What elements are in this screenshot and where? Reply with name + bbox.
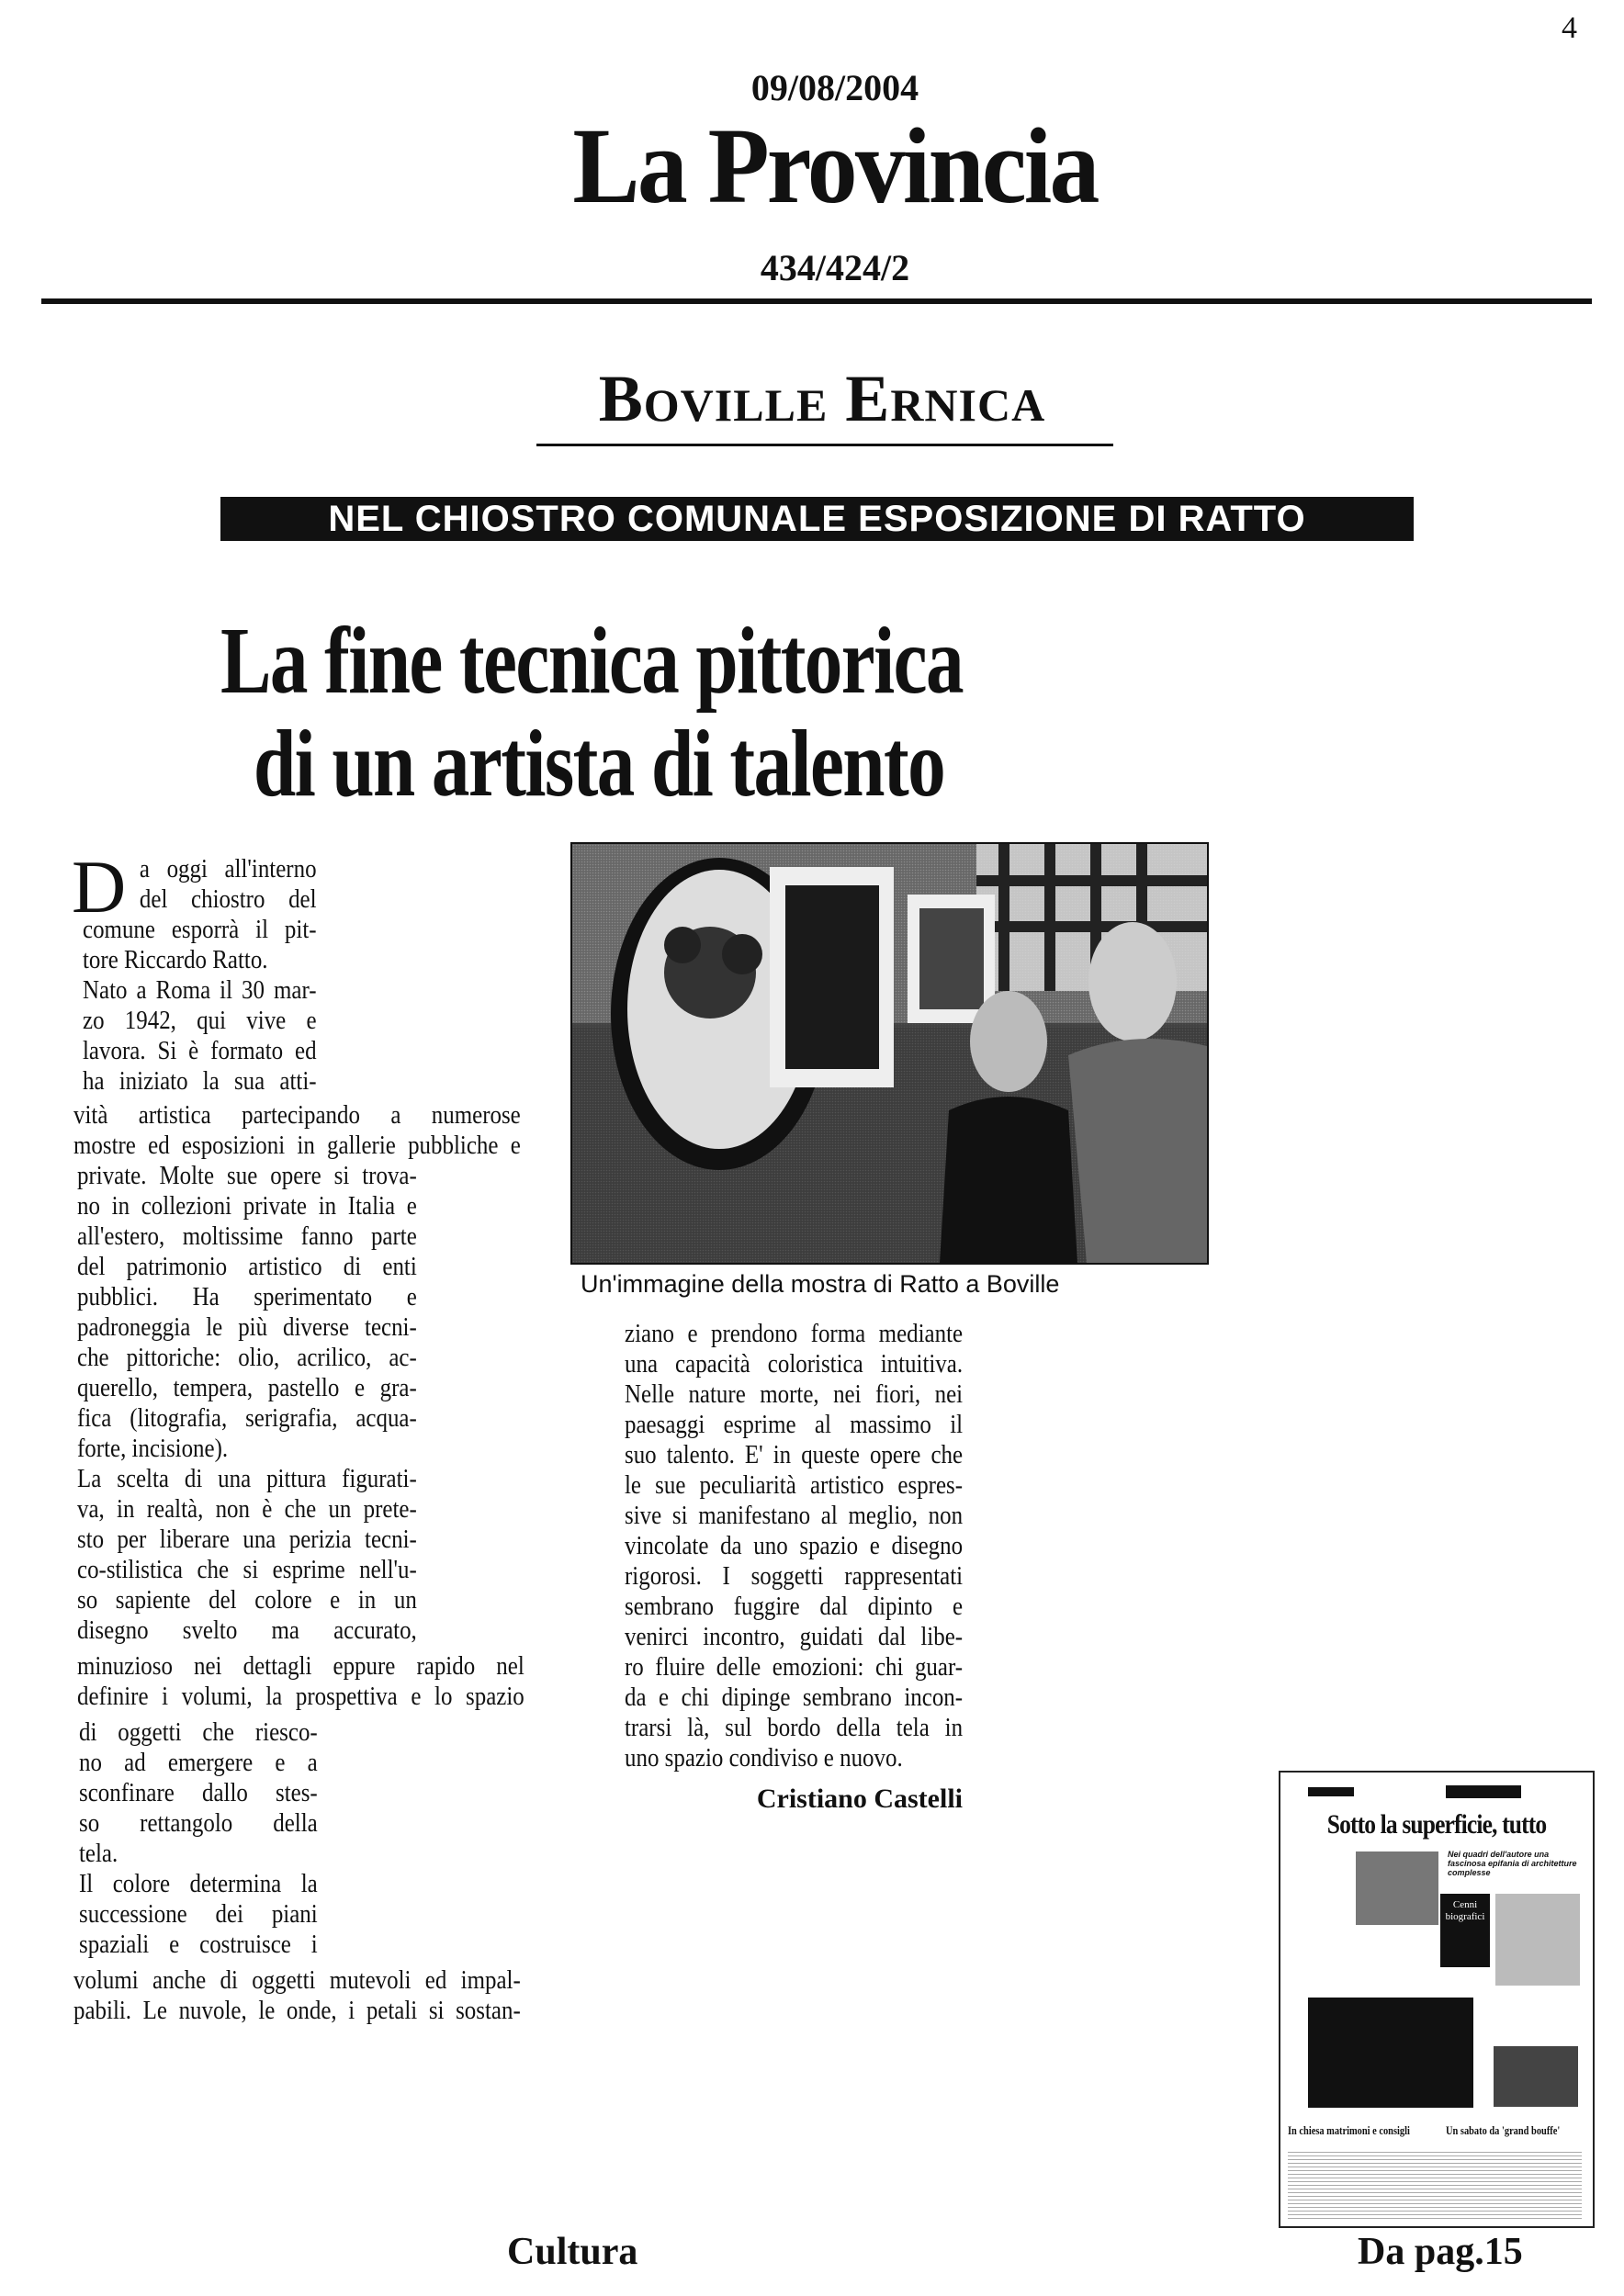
- thumb-date-bar: [1308, 1787, 1354, 1796]
- publication-date: 09/08/2004: [750, 67, 919, 108]
- article-text-line: suo talento. E' in queste opere che: [625, 1440, 964, 1469]
- article-text-line: vincolate da uno spazio e disegno: [625, 1531, 964, 1560]
- headline-line-1: La fine tecnica pittorica: [220, 608, 963, 714]
- article-column-narrow-2: [79, 1717, 318, 1960]
- author-byline: Cristiano Castelli: [756, 1784, 963, 1814]
- headline-line-2: di un artista di talento: [254, 711, 945, 816]
- header-divider: [41, 298, 1592, 304]
- article-text-line: ziano e prendono forma mediante: [625, 1319, 964, 1348]
- article-text-line: private. Molte sue opere si trova-: [77, 1161, 417, 1190]
- thumb-image-2: [1495, 1894, 1580, 1986]
- article-text-line: so rettangolo della: [79, 1808, 318, 1838]
- article-text-line: no ad emergere e a: [79, 1748, 318, 1777]
- article-text-line: venirci incontro, guidati dal libe-: [625, 1622, 964, 1651]
- article-text-line: forte, incisione).: [77, 1434, 229, 1463]
- section-title: Boville Ernica: [598, 362, 1046, 435]
- kicker-banner: NEL CHIOSTRO COMUNALE ESPOSIZIONE DI RATTO: [220, 497, 1414, 541]
- article-text-line: che pittoriche: olio, acrilico, ac-: [77, 1343, 417, 1372]
- thumb-subhead: Nei quadri dell'autore una fascinosa epifania di architetture complesse: [1448, 1850, 1577, 1877]
- article-text-line: le sue peculiarità artistico espres-: [625, 1470, 964, 1500]
- article-text-line: successione dei piani: [79, 1899, 318, 1929]
- article-text-line: Nato a Roma il 30 mar-: [83, 975, 317, 1005]
- article-text-line: rigorosi. I soggetti rappresentati: [625, 1561, 964, 1591]
- article-text-line: va, in realtà, non è che un prete-: [77, 1494, 417, 1524]
- article-text-line: definire i volumi, la prospettiva e lo spazio: [77, 1682, 524, 1711]
- article-column-wide-3: [73, 1965, 521, 2026]
- article-text-line: spaziali e costruisce i: [79, 1930, 318, 1959]
- article-text-line: uno spazio condiviso e nuovo.: [625, 1743, 903, 1773]
- newspaper-masthead: La Provincia: [572, 106, 1098, 226]
- thumb-black-block: [1308, 1998, 1473, 2108]
- page-number: 4: [1562, 11, 1577, 45]
- thumb-bottom-right-headline: Un sabato da 'grand bouffe': [1446, 2123, 1561, 2137]
- page-thumbnail: [1279, 1771, 1595, 2228]
- article-text-line: La scelta di una pittura figurati-: [77, 1464, 417, 1493]
- article-text-line: tore Riccardo Ratto.: [83, 945, 268, 974]
- article-text-line: minuzioso nei dettagli eppure rapido nel: [77, 1651, 524, 1681]
- article-text-line: sembrano fuggire dal dipinto e: [625, 1592, 964, 1621]
- thumb-text-lines: [1288, 2149, 1582, 2221]
- article-text-line: sconfinare dallo stes-: [79, 1778, 318, 1807]
- article-text-line: Nelle nature morte, nei fiori, nei: [625, 1379, 964, 1409]
- article-text-line: lavora. Si è formato ed: [83, 1036, 317, 1065]
- article-text-line: no in collezioni private in Italia e: [77, 1191, 417, 1221]
- article-text-line: vità artistica partecipando a numerose: [73, 1100, 521, 1130]
- photo-caption: Un'immagine della mostra di Ratto a Boville: [581, 1270, 1060, 1298]
- article-column-wide-1: [73, 1100, 521, 1161]
- article-column-mid: [77, 1161, 417, 1646]
- article-text-line: una capacità coloristica intuitiva.: [625, 1349, 964, 1379]
- article-column-wide-2: [77, 1651, 524, 1712]
- exhibition-photo: [570, 842, 1209, 1265]
- thumb-box-title: Cenni biografici: [1440, 1894, 1490, 1967]
- article-text-line: a oggi all'interno: [139, 854, 317, 884]
- section-underline: [536, 444, 1113, 446]
- article-text-line: sto per liberare una perizia tecni-: [77, 1525, 417, 1554]
- article-text-line: di oggetti che riesco-: [79, 1717, 318, 1747]
- article-text-line: Il colore determina la: [79, 1869, 318, 1898]
- article-text-line: disegno svelto ma accurato,: [77, 1615, 417, 1645]
- footer-page-reference: Da pag.15: [1358, 2231, 1523, 2273]
- article-text-line: da e chi dipinge sembrano incon-: [625, 1683, 964, 1712]
- footer-section-label: Cultura: [507, 2231, 638, 2273]
- article-text-line: pubblici. Ha sperimentato e: [77, 1282, 417, 1311]
- article-text-line: mostre ed esposizioni in gallerie pubbliche e: [73, 1131, 521, 1160]
- article-text-line: del patrimonio artistico di enti: [77, 1252, 417, 1281]
- article-text-line: co-stilistica che si esprime nell'u-: [77, 1555, 417, 1584]
- article-text-line: sive si manifestano al meglio, non: [625, 1501, 964, 1530]
- article-text-line: ro fluire delle emozioni: chi guar-: [625, 1652, 964, 1682]
- clipping-code: 434/424/2: [760, 247, 910, 288]
- article-text-line: all'estero, moltissime fanno parte: [77, 1221, 417, 1251]
- thumb-black-bar: [1446, 1785, 1521, 1798]
- article-text-line: tela.: [79, 1839, 118, 1868]
- article-text-line: padroneggia le più diverse tecni-: [77, 1312, 417, 1342]
- article-text-line: pabili. Le nuvole, le onde, i petali si sostan-: [73, 1996, 521, 2025]
- thumb-bottom-left-headline: In chiesa matrimoni e consigli: [1288, 2123, 1410, 2137]
- thumb-headline: Sotto la superficie, tutto: [1326, 1809, 1547, 1840]
- article-column-narrow-1: [83, 854, 317, 1097]
- thumb-image-3: [1494, 2046, 1578, 2107]
- drop-cap: D: [72, 845, 127, 929]
- article-text-line: del chiostro del: [139, 884, 317, 914]
- article-column-right: [625, 1319, 963, 1773]
- thumb-portrait: [1356, 1851, 1438, 1925]
- article-text-line: so sapiente del colore e in un: [77, 1585, 417, 1615]
- article-text-line: volumi anche di oggetti mutevoli ed impal-: [73, 1965, 521, 1995]
- article-text-line: ha iniziato la sua atti-: [83, 1066, 317, 1096]
- article-text-line: fica (litografia, serigrafia, acqua-: [77, 1403, 417, 1433]
- article-text-line: paesaggi esprime al massimo il: [625, 1410, 964, 1439]
- article-text-line: querello, tempera, pastello e gra-: [77, 1373, 417, 1402]
- article-text-line: zo 1942, qui vive e: [83, 1006, 317, 1035]
- article-text-line: trarsi là, sul bordo della tela in: [625, 1713, 964, 1742]
- article-text-line: comune esporrà il pit-: [83, 915, 317, 944]
